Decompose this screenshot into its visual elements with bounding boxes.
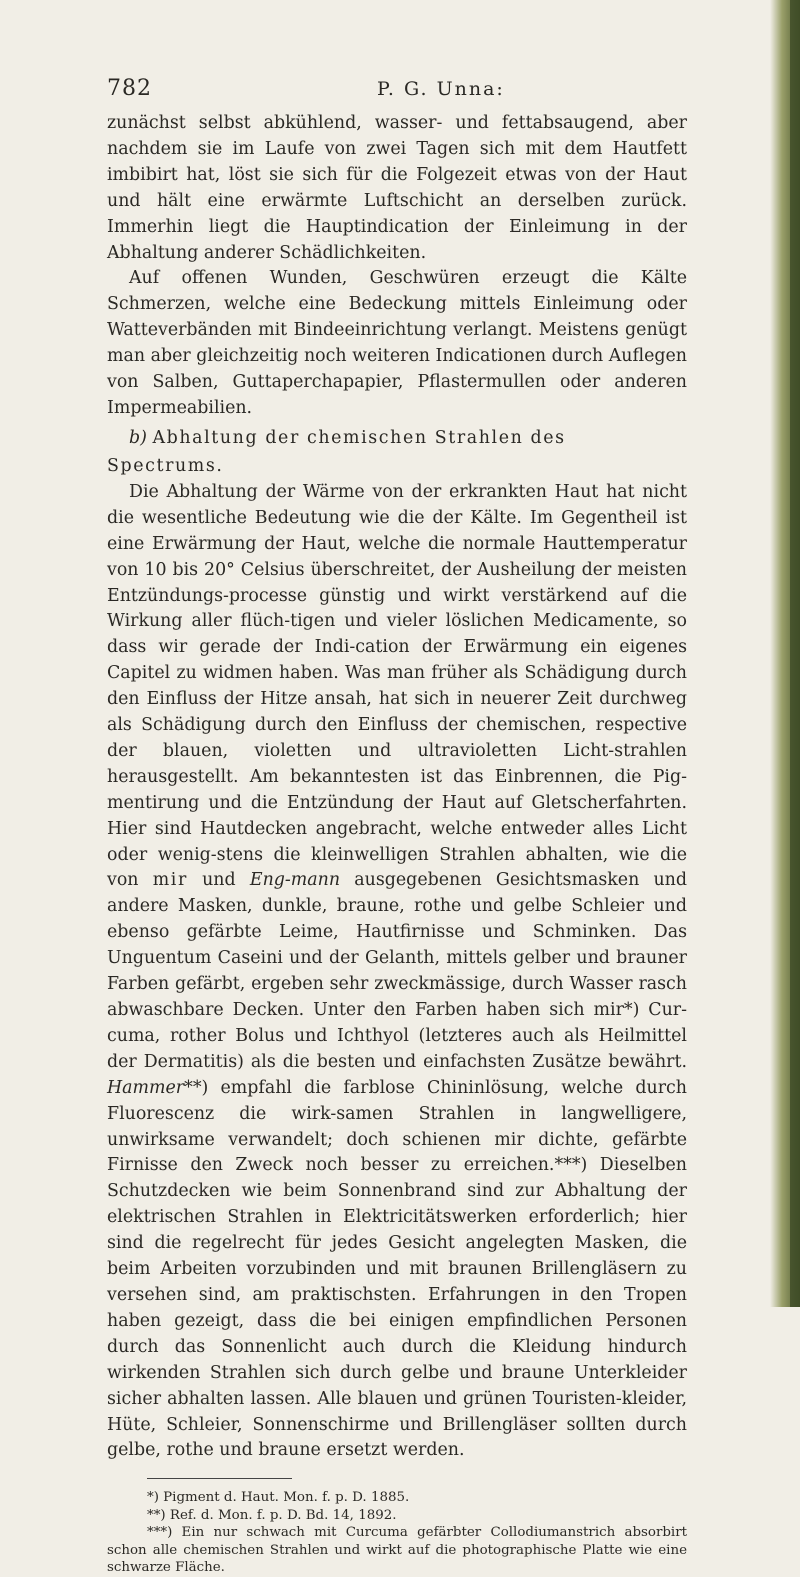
word-und: und — [202, 870, 236, 891]
paragraph-chemical-rays-part2: ausgegebenen Gesichtsmasken und andere Masken, dunkle, braune, rothe und gelbe Schleier und ebenso gefärbte Leime, Hautfirnisse und Schminken. Das Unguentum Caseini und der Gelanth, mittels gelber und brauner Farben gefärbt, ergeben sehr zweckmässige, durch Wasser rasch abwaschbare Decken. Unter den Farben haben sich mir*) Cur-cuma, rother Bolus und Ichthyol (letzteres auch als Heilmittel der Dermatitis) als die besten und einfachsten Zusätze bewährt. — [107, 870, 688, 1072]
author-engmann: Eng-mann — [249, 870, 341, 891]
paragraph-chemical-rays-part3: empfahl die farblose Chininlösung, welche durch Fluorescenz die wirk-samen Strahlen in langwelligere, unwirksame verwandelt; doch schienen mir dichte, gefärbte Firnisse den Zweck noch besser zu erreichen.***) Dieselben Schutzdecken wie beim Sonnenbrand sind zur Abhaltung der elektrischen Strahlen in Elektricitätswerken erforderlich; hier sind die regelrecht für jedes Gesicht angelegten Masken, die beim Arbeiten vorzubinden und mit braunen Brillengläsern zu versehen sind, am praktischsten. Erfahrungen in den Tropen haben gezeigt, dass die bei einigen empfindlichen Personen durch das Sonnenlicht auch durch die Kleidung hindurch wirkenden Strahlen sich durch gelbe und braune Unterkleider sicher abhalten lassen. Alle blauen und grünen Touristen-kleider, Hüte, Schleier, Sonnenschirme und Brillengläser sollten durch gelbe, rothe und braune ersetzt werden. — [107, 1077, 687, 1461]
author-hammer: Hammer — [107, 1077, 185, 1098]
running-title: P. G. Unna: — [377, 78, 505, 100]
page-header — [107, 76, 687, 106]
paragraph-cold-adhesive: zunächst selbst abkühlend, wasser- und fettabsaugend, aber nachdem sie im Laufe von zwei Tagen sich mit dem Hautfett imbibirt hat, löst sie sich für die Folgezeit etwas von der Haut und hält eine erwärmte Luftschicht an derselben zurück. Immerhin liegt die Hauptindication der Einleimung in der Abhaltung anderer Schädlichkeiten. — [107, 113, 687, 263]
page-edge-dark — [790, 0, 800, 1307]
page-number: 782 — [107, 76, 152, 101]
section-heading-text: Abhaltung der chemischen Strahlen des Spectrums. — [107, 427, 566, 476]
footnote-1: *) Pigment d. Haut. Mon. f. p. D. 1885. — [147, 1490, 410, 1506]
paragraph-chemical-rays-part1: Die Abhaltung der Wärme von der erkrankten Haut hat nicht die wesentliche Bedeutung wie die der Kälte. Im Gegentheil ist eine Erwärmung der Haut, welche die normale Hauttemperatur von 10 bis 20° Celsius überschreitet, der Ausheilung der meisten Entzündungs-processe günstig und wirkt verstärkend auf die Wirkung aller flüch-tigen und vieler löslichen Medicamente, so dass wir gerade der Indi-cation der Erwärmung ein eigenes Capitel zu widmen haben. Was man früher als Schädigung durch den Einfluss der Hitze ansah, hat sich in neuerer Zeit durchweg als Schädigung durch den Einfluss der chemischen, respective der blauen, violetten und ultravioletten Licht-strahlen herausgestellt. Am bekanntesten ist das Einbrennen, die Pig-mentirung und die Entzündung der Haut auf Gletscherfahrten. Hier sind Hautdecken angebracht, welche entweder alles Licht oder wenig-stens die kleinwelligen Strahlen abhalten, wie die von — [107, 481, 687, 891]
footnote-rule — [147, 1478, 292, 1479]
paragraph-open-wounds: Auf offenen Wunden, Geschwüren erzeugt die Kälte Schmerzen, welche eine Bedeckung mittels Einleimung oder Watteverbänden mit Bindeeinrichtung verlangt. Meistens genügt man aber gleichzeitig noch weiteren Indicationen durch Auflegen von Salben, Guttaperchapapier, Pflastermullen oder anderen Impermeabilien. — [107, 268, 687, 418]
section-heading-label: b) — [129, 427, 147, 448]
footnote-2: **) Ref. d. Mon. f. p. D. Bd. 14, 1892. — [147, 1507, 397, 1523]
section-heading — [107, 424, 687, 480]
page-body — [107, 111, 687, 1577]
paragraph-chemical-rays — [107, 480, 687, 1464]
footnote-3: ***) Ein nur schwach mit Curcuma gefärbter Collodiumanstrich absorbirt schon alle chemischen Strahlen und wirkt auf die photographische Platte wie eine schwarze Fläche. — [107, 1525, 687, 1576]
footnote-mark-hammer: **) — [184, 1077, 209, 1098]
spaced-word-mir: mir — [152, 870, 188, 891]
